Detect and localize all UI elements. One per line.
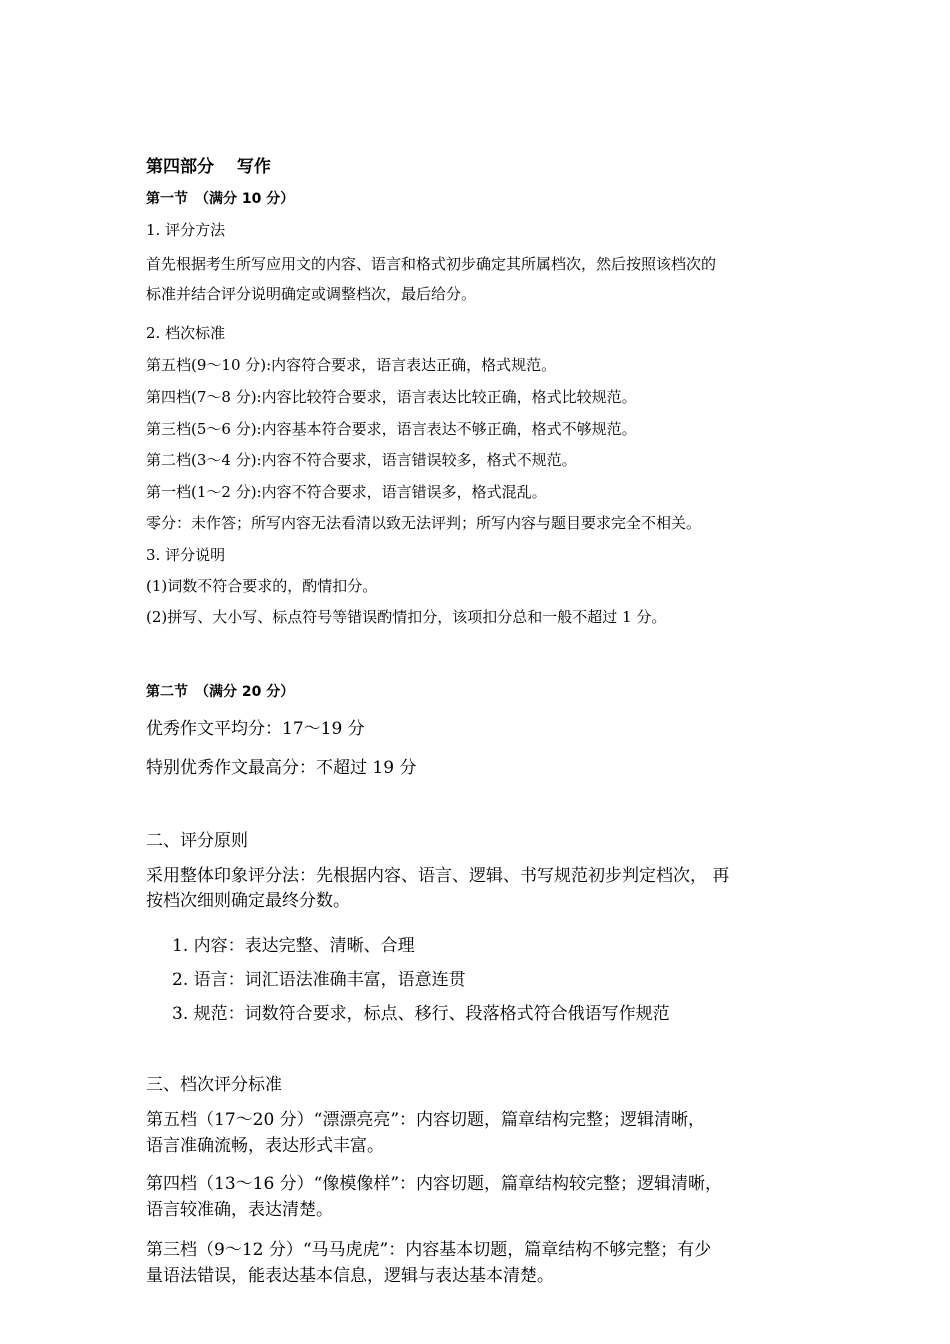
grade-row-line2: 语言较准确，表达清楚。	[146, 1200, 333, 1220]
principles-text-line2: 按档次细则确定最终分数。	[146, 891, 350, 911]
levels-title: 2. 档次标准	[146, 324, 226, 342]
level-row: 第三档(5～6 分):内容基本符合要求，语言表达不够正确，格式不够规范。	[146, 420, 637, 438]
grade-row-line1: 第五档（17～20 分）“漂漂亮亮”：内容切题，篇章结构完整；逻辑清晰，	[146, 1110, 706, 1130]
criteria-item: 1. 内容：表达完整、清晰、合理	[172, 936, 415, 956]
method-title: 1. 评分方法	[146, 221, 226, 239]
grade-row-line2: 量语法错误，能表达基本信息，逻辑与表达基本清楚。	[146, 1266, 554, 1286]
criteria-item: 3. 规范：词数符合要求，标点、移行、段落格式符合俄语写作规范	[172, 1004, 670, 1024]
grading-title: 三、档次评分标准	[146, 1075, 282, 1095]
level-row: 第五档(9～10 分):内容符合要求，语言表达正确，格式规范。	[146, 356, 557, 374]
method-text-line2: 标准并结合评分说明确定或调整档次，最后给分。	[146, 285, 477, 303]
level-row: 第一档(1～2 分):内容不符合要求，语言错误多，格式混乱。	[146, 483, 547, 501]
level-row: 第二档(3～4 分):内容不符合要求，语言错误较多，格式不规范。	[146, 451, 577, 469]
part-title: 第四部分 写作	[146, 157, 271, 177]
notes-title: 3. 评分说明	[146, 546, 226, 564]
level-row: 零分：未作答；所写内容无法看清以致无法评判；所写内容与题目要求完全不相关。	[146, 514, 702, 532]
criteria-item: 2. 语言：词汇语法准确丰富，语意连贯	[172, 970, 466, 990]
section1-heading: 第一节 （满分 10 分）	[146, 191, 295, 207]
note-item: (2)拼写、大小写、标点符号等错误酌情扣分，该项扣分总和一般不超过 1 分。	[146, 608, 667, 626]
grade-row-line2: 语言准确流畅，表达形式丰富。	[146, 1136, 384, 1156]
grade-row-line1: 第三档（9～12 分）“马马虎虎”：内容基本切题，篇章结构不够完整；有少	[146, 1240, 712, 1260]
average-score: 优秀作文平均分：17～19 分	[146, 719, 365, 739]
section2-heading: 第二节 （满分 20 分）	[146, 684, 295, 700]
principles-title: 二、评分原则	[146, 831, 248, 851]
method-text-line1: 首先根据考生所写应用文的内容、语言和格式初步确定其所属档次，然后按照该档次的	[146, 255, 717, 273]
max-score: 特别优秀作文最高分：不超过 19 分	[146, 758, 417, 778]
grade-row-line1: 第四档（13～16 分）“像模像样”：内容切题，篇章结构较完整；逻辑清晰，	[146, 1174, 723, 1194]
note-item: (1)词数不符合要求的，酌情扣分。	[146, 577, 378, 595]
level-row: 第四档(7～8 分):内容比较符合要求，语言表达比较正确，格式比较规范。	[146, 388, 637, 406]
principles-text-line1: 采用整体印象评分法：先根据内容、语言、逻辑、书写规范初步判定档次， 再	[146, 866, 730, 886]
